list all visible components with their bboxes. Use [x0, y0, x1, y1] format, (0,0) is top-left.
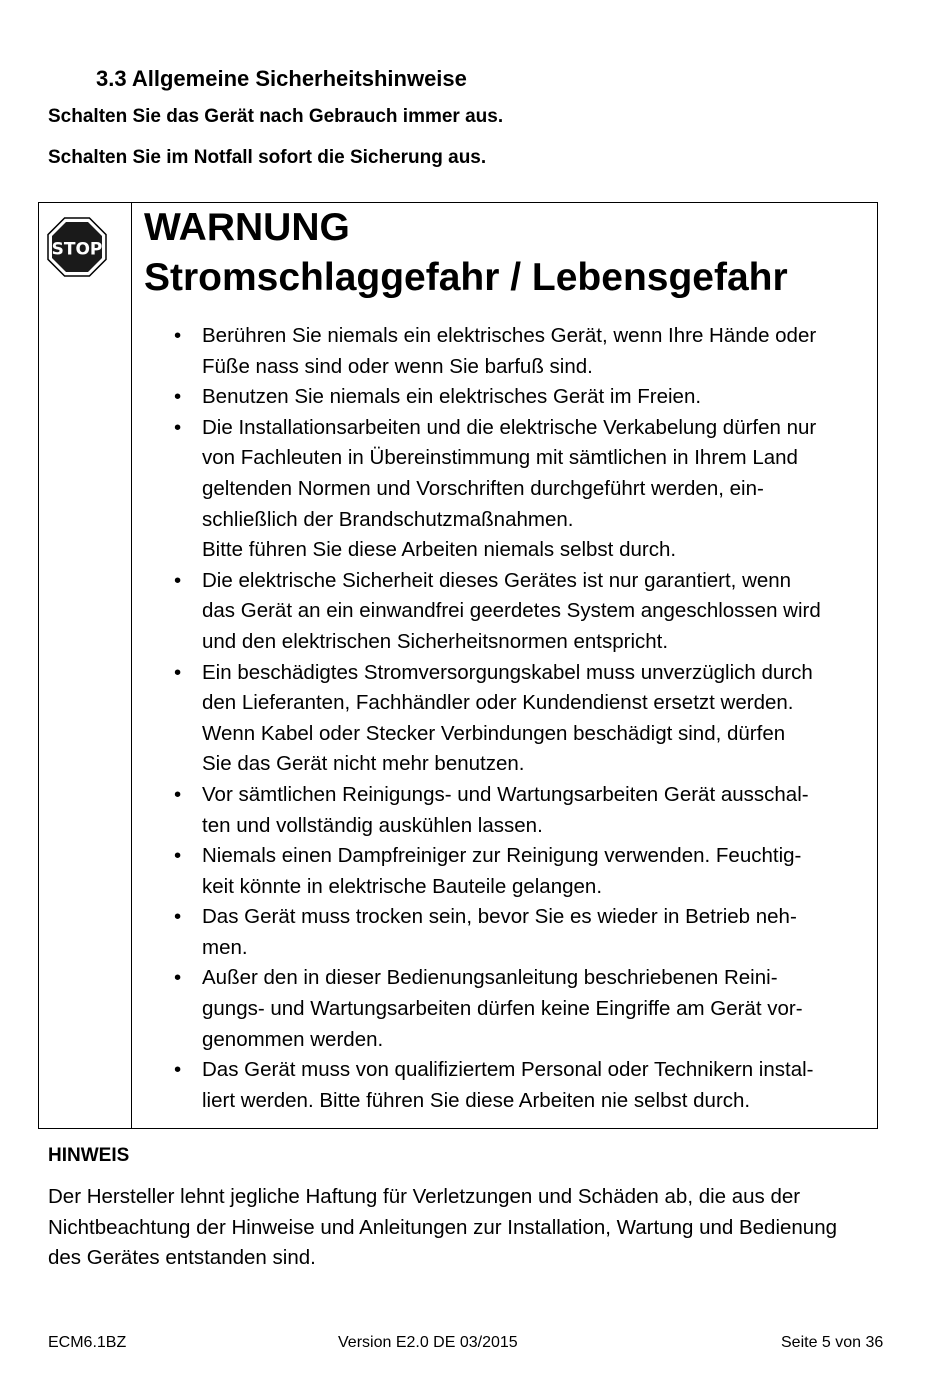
warning-box [38, 202, 878, 1129]
stop-sign-text: STOP [51, 239, 103, 260]
warning-item-text-line: Vor sämtlichen Reinigungs- und Wartungsarbeiten Gerät ausschal- [202, 782, 809, 806]
warning-list-item [174, 902, 874, 963]
bullet-icon: • [174, 385, 182, 409]
notice-text-line: des Gerätes entstanden sind. [48, 1246, 316, 1270]
warning-item-text-line: Benutzen Sie niemals ein elektrisches Gerät im Freien. [202, 385, 702, 409]
bullet-icon: • [174, 905, 182, 929]
warning-item-text-line: Das Gerät muss trocken sein, bevor Sie es wieder in Betrieb neh- [202, 905, 797, 929]
warning-item-text-line: Die Installationsarbeiten und die elektrische Verkabelung dürfen nur [202, 415, 817, 439]
warning-list-item [174, 382, 874, 413]
bullet-icon: • [174, 966, 182, 990]
intro-line-switch-off: Schalten Sie das Gerät nach Gebrauch immer aus. [48, 106, 504, 127]
warning-list-item [174, 963, 874, 1055]
section-heading: 3.3 Allgemeine Sicherheitshinweise [96, 66, 467, 91]
bullet-icon: • [174, 844, 182, 868]
warning-item-text-line: Berühren Sie niemals ein elektrisches Gerät, wenn Ihre Hände oder [202, 324, 817, 347]
notice-text-line: Nichtbeachtung der Hinweise und Anleitungen zur Installation, Wartung und Bedienung [48, 1215, 838, 1239]
warning-item-text-line: Wenn Kabel oder Stecker Verbindungen beschädigt sind, dürfen [202, 721, 786, 745]
warning-item-text-line: Bitte führen Sie diese Arbeiten niemals selbst durch. [202, 538, 677, 562]
warning-item-text-line: das Gerät an ein einwandfrei geerdetes System angeschlossen wird [202, 599, 821, 623]
bullet-icon: • [174, 660, 182, 684]
warning-list-item [174, 566, 874, 658]
warning-item-text-line: ten und vollständig auskühlen lassen. [202, 813, 543, 837]
warning-item-text-line: Niemals einen Dampfreiniger zur Reinigung verwenden. Feuchtig- [202, 844, 802, 868]
warning-title: WARNUNG [144, 206, 350, 249]
warning-item-text-line: Das Gerät muss von qualifiziertem Personal oder Technikern instal- [202, 1058, 814, 1082]
warning-subtitle: Stromschlaggefahr / Lebensgefahr [144, 256, 788, 299]
footer-model: ECM6.1BZ [48, 1334, 127, 1351]
bullet-icon: • [174, 568, 182, 592]
warning-item-text-line: geltenden Normen und Vorschriften durchgeführt werden, ein- [202, 476, 764, 500]
warning-item-text-line: und den elektrischen Sicherheitsnormen entspricht. [202, 629, 669, 653]
warning-list-item [174, 1055, 874, 1116]
warning-item-text-line: Sie das Gerät nicht mehr benutzen. [202, 752, 525, 776]
warning-item-text-line: von Fachleuten in Übereinstimmung mit sämtlichen in Ihrem Land [202, 446, 798, 470]
footer-version: Version E2.0 DE 03/2015 [338, 1334, 518, 1351]
warning-list-item [174, 413, 874, 566]
warning-list-item [174, 841, 874, 902]
warning-list-item [174, 658, 874, 780]
bullet-icon: • [174, 1058, 182, 1082]
notice-label: HINWEIS [48, 1145, 130, 1166]
warning-divider [131, 203, 132, 1128]
warning-item-text-line: genommen werden. [202, 1027, 384, 1051]
warning-item-text-line: Ein beschädigtes Stromversorgungskabel muss unverzüglich durch [202, 660, 813, 684]
notice-text [48, 1182, 837, 1274]
warning-list-item [174, 780, 874, 841]
bullet-icon: • [174, 415, 182, 439]
stop-sign-icon [47, 217, 107, 277]
warning-item-text-line: liert werden. Bitte führen Sie diese Arbeiten nie selbst durch. [202, 1088, 751, 1112]
warning-item-text-line: Die elektrische Sicherheit dieses Gerätes ist nur garantiert, wenn [202, 568, 792, 592]
bullet-icon: • [174, 324, 182, 347]
footer-page-number: Seite 5 von 36 [781, 1334, 884, 1351]
warning-item-text-line: den Lieferanten, Fachhändler oder Kundendienst ersetzt werden. [202, 691, 794, 715]
warning-list-item [174, 321, 874, 382]
warning-list [174, 321, 874, 1116]
intro-line-emergency: Schalten Sie im Notfall sofort die Sicherung aus. [48, 147, 487, 168]
bullet-icon: • [174, 782, 182, 806]
warning-item-text-line: men. [202, 935, 248, 959]
warning-item-text-line: Füße nass sind oder wenn Sie barfuß sind. [202, 354, 593, 378]
warning-item-text-line: keit könnte in elektrische Bauteile gelangen. [202, 874, 603, 898]
warning-item-text-line: schließlich der Brandschutzmaßnahmen. [202, 507, 574, 531]
warning-item-text-line: gungs- und Wartungsarbeiten dürfen keine Eingriffe am Gerät vor- [202, 997, 803, 1021]
warning-item-text-line: Außer den in dieser Bedienungsanleitung beschriebenen Reini- [202, 966, 778, 990]
notice-text-line: Der Hersteller lehnt jegliche Haftung für Verletzungen und Schäden ab, die aus der [48, 1185, 801, 1208]
